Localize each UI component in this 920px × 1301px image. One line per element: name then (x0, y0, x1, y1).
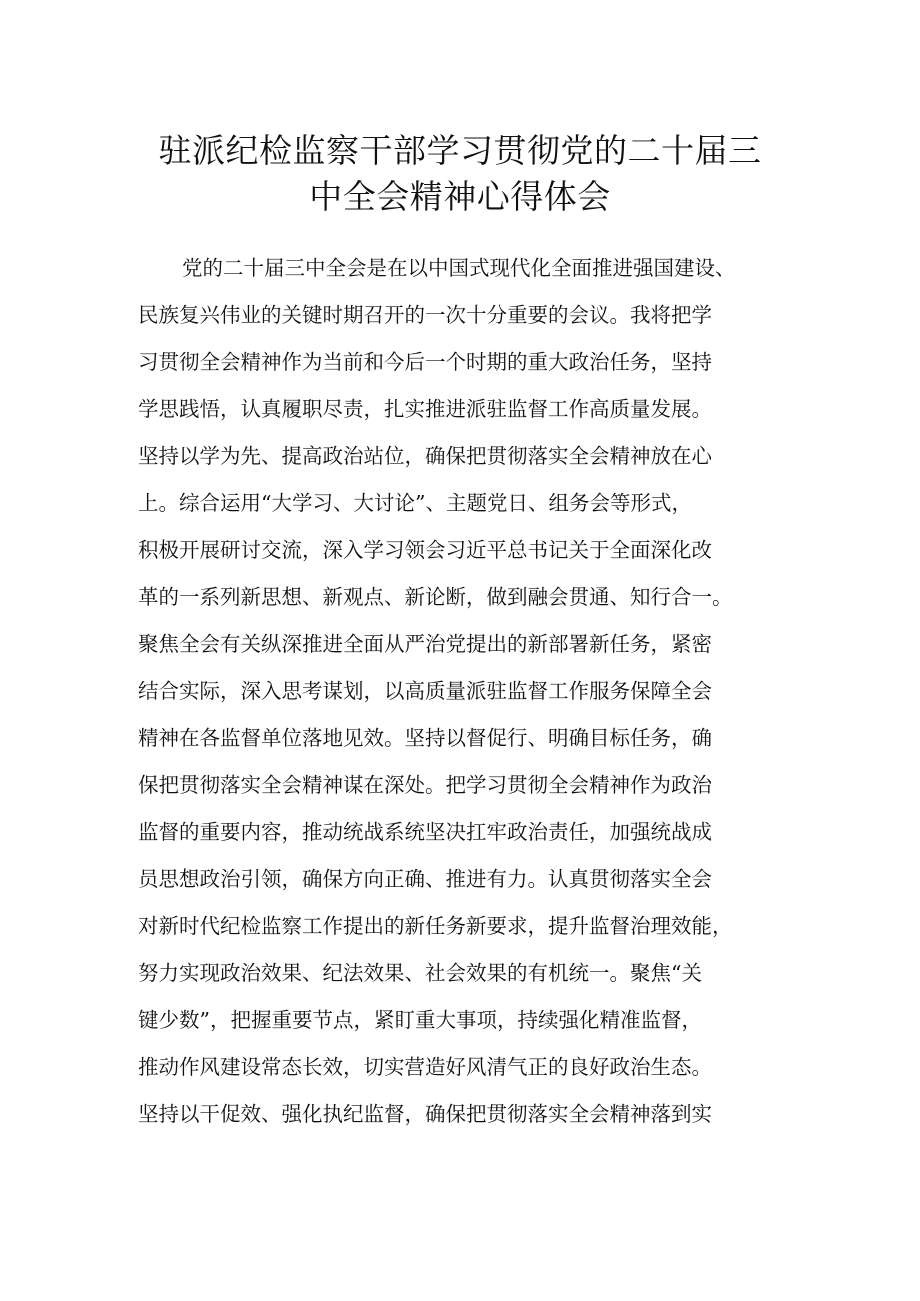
body-line: 推动作风建设常态长效，切实营造好风清气正的良好政治生态。 (138, 1055, 712, 1079)
body-line: 保把贯彻落实全会精神谋在深处。把学习贯彻全会精神作为政治 (138, 773, 712, 797)
body-line: 革的一系列新思想、新观点、新论断，做到融会贯通、知行合一。 (138, 585, 733, 609)
document-title (0, 128, 920, 220)
body-line: 学思践悟，认真履职尽责，扎实推进派驻监督工作高质量发展。 (138, 397, 712, 421)
body-line: 员思想政治引领，确保方向正确、推进有力。认真贯彻落实全会 (138, 867, 712, 891)
body-line: 对新时代纪检监察工作提出的新任务新要求，提升监督治理效能， (138, 914, 733, 938)
body-line: 聚焦全会有关纵深推进全面从严治党提出的新部署新任务，紧密 (138, 632, 712, 656)
body-line: 民族复兴伟业的关键时期召开的一次十分重要的会议。我将把学 (138, 303, 712, 327)
body-line: 积极开展研讨交流，深入学习领会习近平总书记关于全面深化改 (138, 538, 712, 562)
body-line: 党的二十届三中全会是在以中国式现代化全面推进强国建设、 (182, 256, 736, 280)
body-line: 努力实现政治效果、纪法效果、社会效果的有机统一。聚焦“关 (138, 961, 702, 985)
body-line: 坚持以学为先、提高政治站位，确保把贯彻落实全会精神放在心 (138, 444, 712, 468)
body-line: 键少数”，把握重要节点，紧盯重大事项，持续强化精准监督， (138, 1008, 702, 1032)
body-line: 上。综合运用“大学习、大讨论”、主题党日、组务会等形式， (138, 491, 692, 515)
body-line: 结合实际，深入思考谋划，以高质量派驻监督工作服务保障全会 (138, 679, 712, 703)
body-line: 坚持以干促效、强化执纪监督，确保把贯彻落实全会精神落到实 (138, 1102, 712, 1126)
title-line-2: 中全会精神心得体会 (309, 177, 611, 216)
body-line: 精神在各监督单位落地见效。坚持以督促行、明确目标任务，确 (138, 726, 712, 750)
body-line: 习贯彻全会精神作为当前和今后一个时期的重大政治任务，坚持 (138, 350, 712, 374)
body-line: 监督的重要内容，推动统战系统坚决扛牢政治责任，加强统战成 (138, 820, 712, 844)
title-line-1: 驻派纪检监察干部学习贯彻党的二十届三 (158, 131, 762, 170)
document-body (138, 245, 798, 1138)
